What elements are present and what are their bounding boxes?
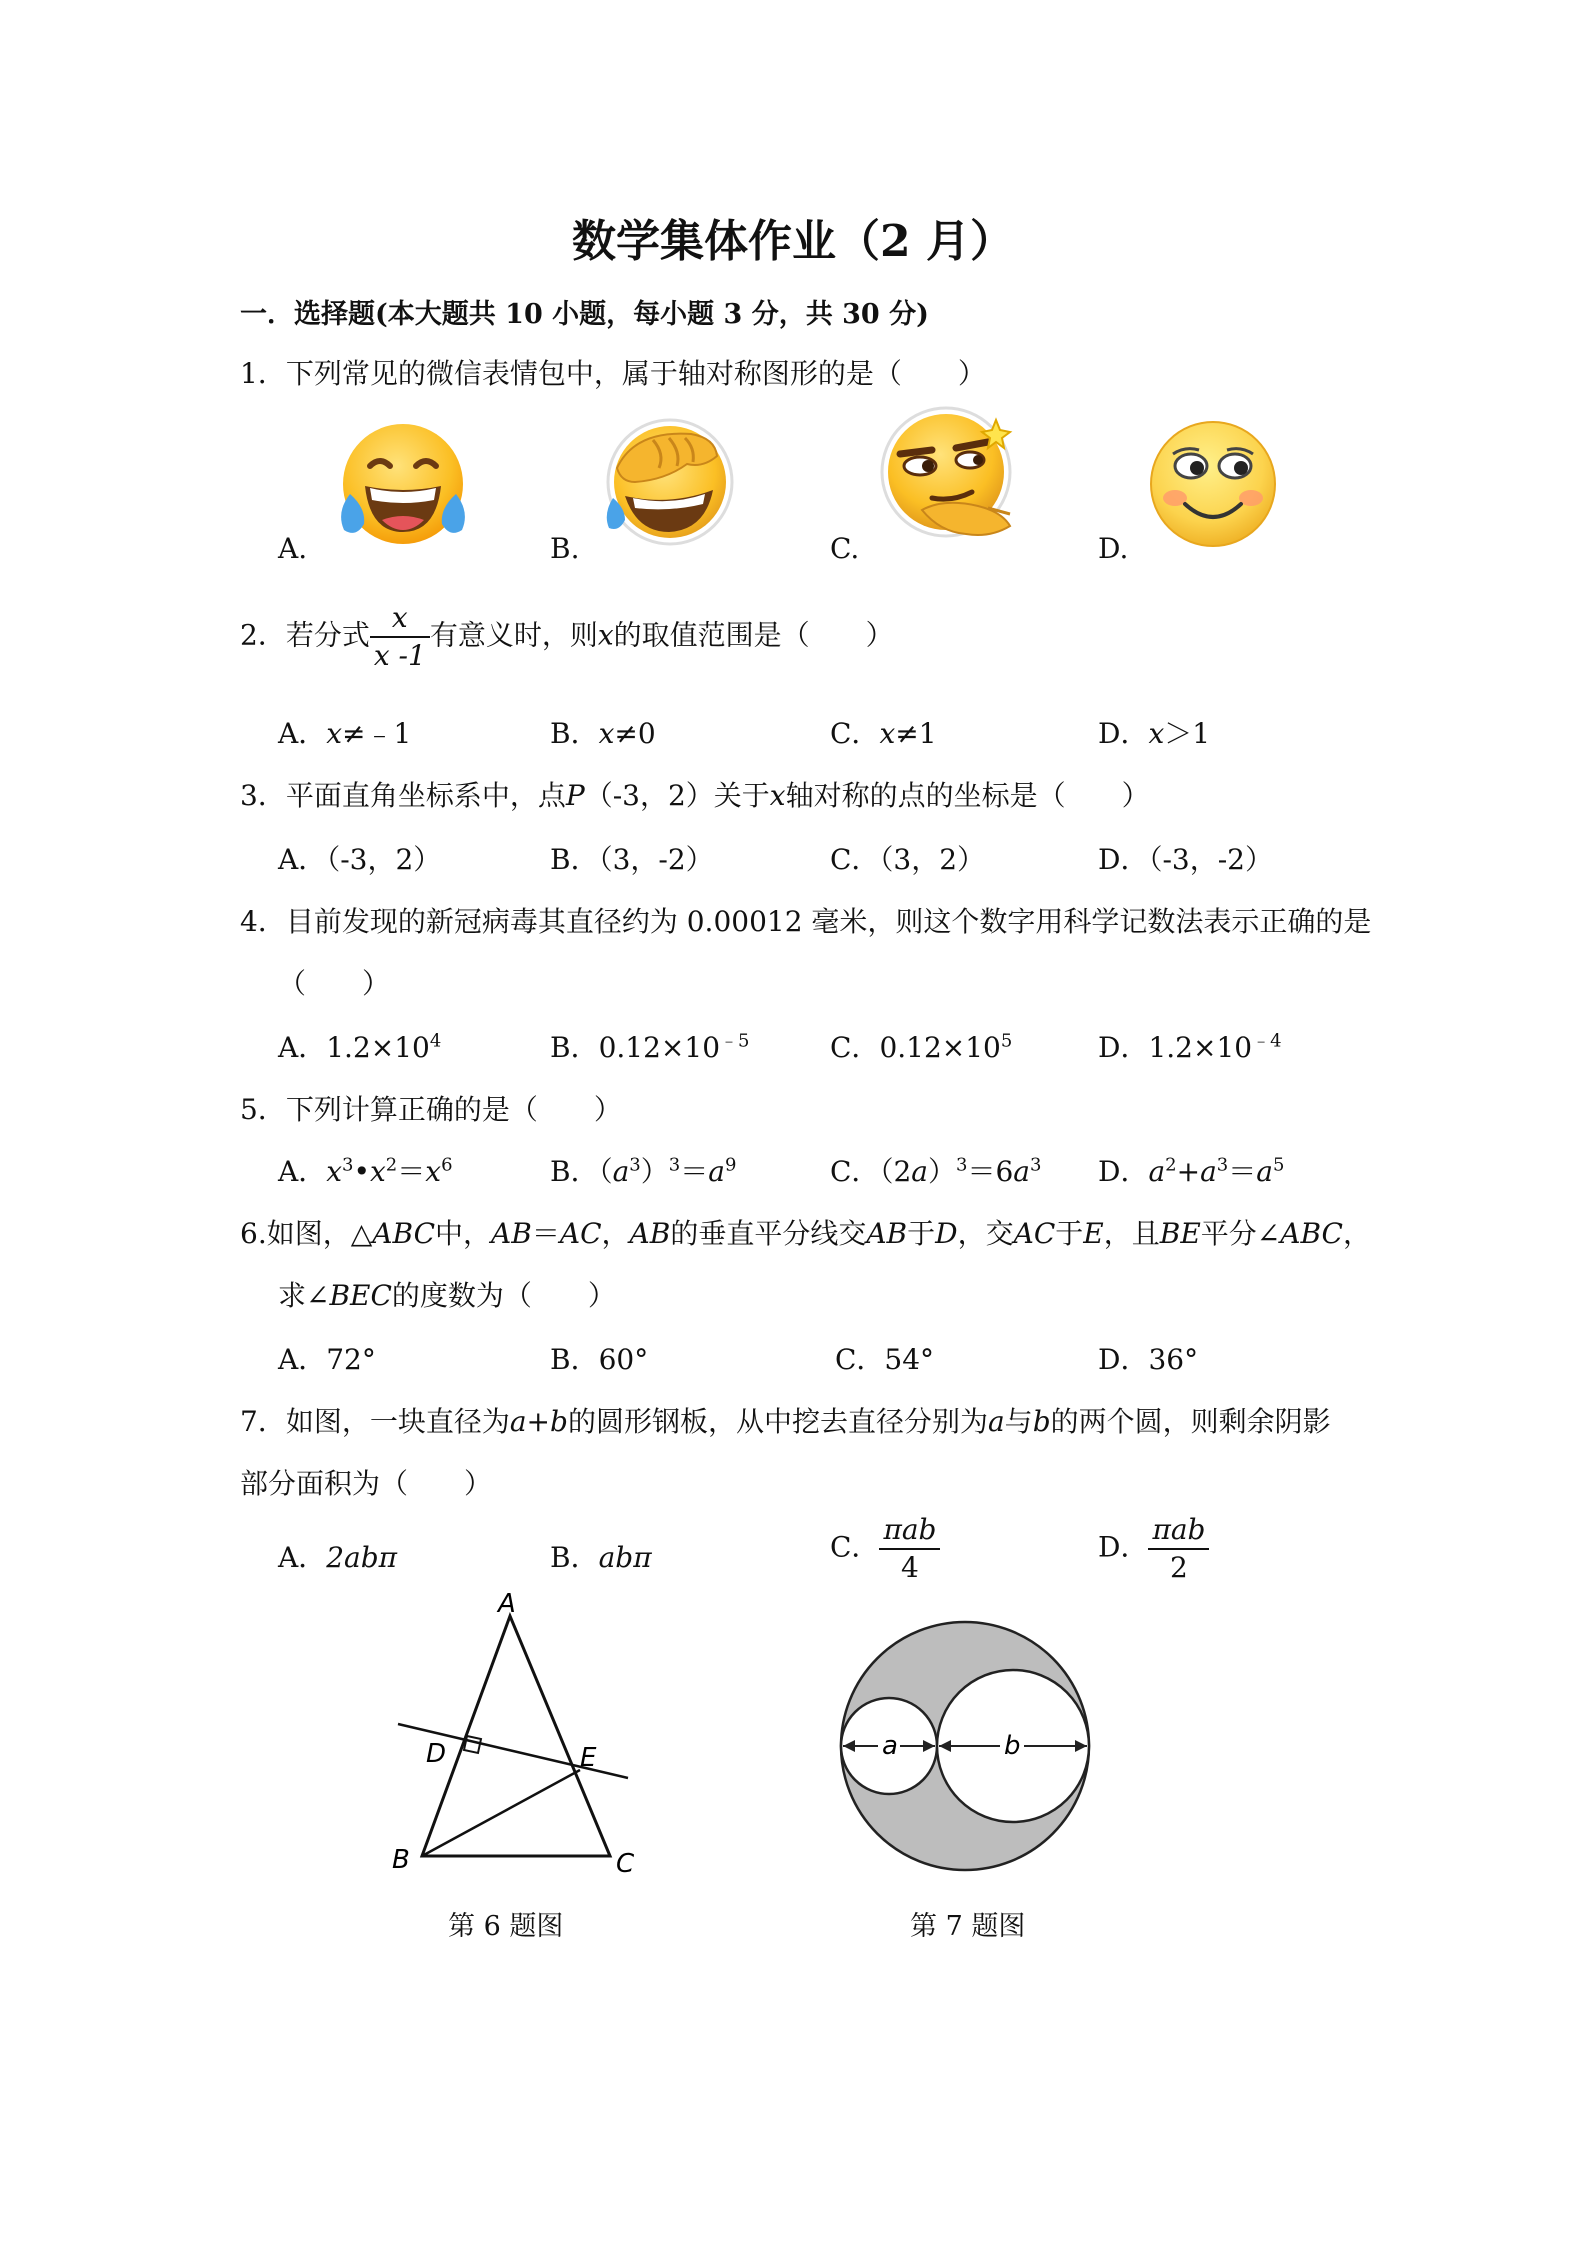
text-run: a — [987, 1405, 1005, 1438]
q2-option-d: D．x＞1 — [1098, 717, 1211, 750]
figure-7-caption: 第 7 题图 — [910, 1911, 1026, 1942]
text-run: 如图，一块直径为 — [285, 1405, 510, 1438]
question-number: 6. — [240, 1217, 267, 1250]
q5-option-c: C．$(2a)^3=6a^3$ — [830, 1154, 1042, 1188]
text-run: ＝ — [531, 1217, 560, 1250]
figure-6-triangle — [380, 1590, 640, 1880]
blushing-smile-emoji-icon — [1145, 418, 1281, 550]
question-5: 5．下列计算正确的是（ ） — [240, 1093, 622, 1126]
page-title: 数学集体作业（2 月） — [572, 216, 1014, 267]
question-number: 2． — [240, 618, 286, 652]
q4-option-c: C．$0.12\times 10^5$ — [830, 1030, 1013, 1064]
text-run: a — [509, 1405, 527, 1438]
question-7-line-2: 部分面积为（ ） — [240, 1467, 493, 1500]
text-run: 平分∠ — [1200, 1217, 1281, 1250]
text-run: b — [550, 1405, 568, 1438]
q6-option-c: C．54° — [835, 1343, 935, 1376]
q7-option-c: C． $\frac{\text{πab}}{4}$ — [830, 1512, 940, 1586]
figure-6-caption: 第 6 题图 — [448, 1911, 564, 1942]
text-run: 中， — [435, 1217, 492, 1250]
label-d: D — [426, 1739, 447, 1769]
question-number: 4． — [240, 905, 286, 938]
question-1 — [240, 352, 986, 392]
fraction: $\frac{x}{x -1}$ — [370, 600, 430, 674]
text-run: + — [526, 1405, 551, 1438]
q6-option-d: D．36° — [1098, 1343, 1199, 1376]
q2-option-c: C．x≠1 — [830, 717, 937, 750]
question-6 — [240, 1212, 1371, 1252]
q6-option-a: A．72° — [278, 1343, 376, 1376]
q7-option-b: B．abπ — [550, 1541, 652, 1574]
q7-option-d: D． $\frac{\text{πab}}{2}$ — [1098, 1512, 1209, 1586]
label-b: b — [1004, 1731, 1021, 1761]
segment-be — [422, 1770, 580, 1856]
q1-option-c-label: C. — [830, 532, 860, 565]
question-stem: 下列常见的微信表情包中，属于轴对称图形的是（ ） — [285, 357, 986, 390]
label-e: E — [580, 1743, 597, 1773]
q3-option-c: C．（3，2） — [830, 843, 986, 876]
q5-option-b: B．$(a^3)^3=a^9$ — [550, 1154, 737, 1188]
text-run: 的垂直平分线交 — [670, 1217, 867, 1250]
q4-option-b: B．$0.12\times 10^{﹣5}$ — [550, 1030, 750, 1064]
question-4-blank: （ ） — [278, 967, 391, 1000]
label-a: A — [498, 1590, 516, 1619]
question-6-line-2 — [278, 1274, 616, 1314]
figure-7-circles — [836, 1618, 1096, 1874]
q4-option-a: A．$1.2\times 10^4$ — [278, 1030, 442, 1064]
text-run: ABC — [372, 1217, 436, 1250]
question-7 — [240, 1400, 1331, 1440]
text-run: 如图，△ — [266, 1217, 373, 1250]
question-number: 5． — [240, 1093, 286, 1126]
text-run: ， — [1342, 1217, 1371, 1250]
question-number: 1． — [240, 357, 286, 390]
text-run: ， — [601, 1217, 630, 1250]
text-run: 的圆形钢板，从中挖去直径分别为 — [567, 1405, 988, 1438]
text-run: AC — [559, 1217, 602, 1250]
question-4: 4．目前发现的新冠病毒其直径约为 0.00012 毫米，则这个数字用科学记数法表示正确的是 — [240, 905, 1372, 938]
q7-option-a: A．2abπ — [278, 1541, 398, 1574]
text-run: AB — [491, 1217, 532, 1250]
label-b: B — [392, 1845, 410, 1875]
question-number: 7． — [240, 1405, 286, 1438]
text-run: AC — [1013, 1217, 1056, 1250]
text-run: E — [1083, 1217, 1104, 1250]
text-run: b — [1032, 1405, 1051, 1438]
question-number: 3． — [240, 779, 286, 812]
q4-option-d: D．$1.2\times 10^{﹣4}$ — [1098, 1030, 1282, 1064]
text-run: 于 — [907, 1217, 936, 1250]
section-heading: 一．选择题(本大题共 10 小题，每小题 3 分，共 30 分) — [240, 299, 929, 330]
text-run: AB — [629, 1217, 671, 1250]
text-run: ，且 — [1103, 1217, 1160, 1250]
q3-option-b: B．（3，-2） — [550, 843, 714, 876]
q3-option-a: A．（-3，2） — [278, 843, 442, 876]
q1-option-d-label: D. — [1098, 532, 1129, 565]
text-run: BE — [1159, 1217, 1201, 1250]
label-c: C — [616, 1849, 635, 1879]
question-7-line-1 — [286, 1405, 1331, 1438]
text-run: ，交 — [957, 1217, 1014, 1250]
question-6-line-1 — [267, 1217, 1371, 1250]
text-run: BEC — [329, 1279, 392, 1312]
q2-option-a: A．x≠﹣1 — [278, 717, 412, 750]
right-angle-mark — [464, 1736, 481, 1753]
q5-option-d: D．$a^2+a^3=a^5$ — [1098, 1154, 1285, 1188]
label-a: a — [882, 1731, 898, 1761]
text-run: 的度数为（ ） — [391, 1279, 616, 1312]
q2-option-b: B．x≠0 — [550, 717, 656, 750]
text-run: 与 — [1004, 1405, 1033, 1438]
text-run: 于 — [1055, 1217, 1084, 1250]
q3-option-d: D．（-3，-2） — [1098, 843, 1274, 876]
text-run: 求∠ — [278, 1279, 330, 1312]
smirk-thinking-emoji-icon — [870, 402, 1030, 552]
q5-option-a: A．$x^3•x^2=x^6$ — [278, 1154, 453, 1188]
question-3: 3．平面直角坐标系中，点P（-3，2）关于x轴对称的点的坐标是（ ） — [240, 779, 1150, 812]
text-run: AB — [866, 1217, 908, 1250]
q1-option-a-label: A. — [278, 532, 308, 565]
q6-option-b: B．60° — [550, 1343, 649, 1376]
question-2: 2．若分式 $\frac{x}{x -1}$ 有意义时，则x的取值范围是（ ） — [240, 601, 894, 672]
text-run: 的两个圆，则剩余阴影 — [1050, 1405, 1331, 1438]
text-run: ABC — [1280, 1217, 1343, 1250]
facepalm-emoji-icon — [595, 410, 745, 550]
tears-of-joy-emoji-icon — [330, 420, 476, 550]
q1-option-b-label: B. — [550, 532, 580, 565]
text-run: D — [935, 1217, 958, 1250]
